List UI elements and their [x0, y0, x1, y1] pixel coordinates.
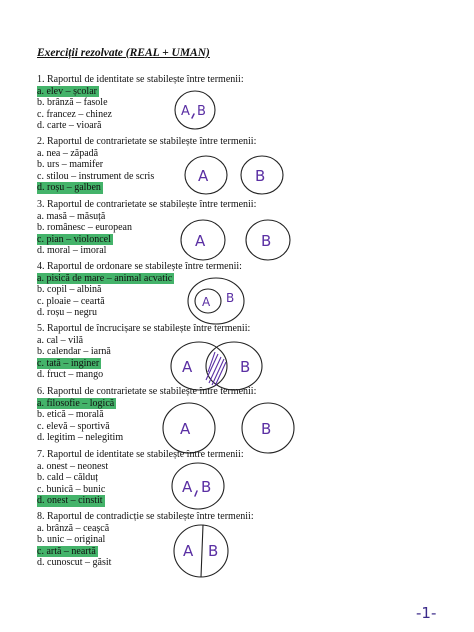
- diagram-label-a: A: [182, 358, 193, 376]
- diagram-label-b: B: [255, 167, 266, 185]
- option-c: c. stilou – instrument de scris: [37, 170, 155, 182]
- option-d: d. legitim – nelegitim: [37, 432, 124, 444]
- option-c: c. bunică – bunic: [37, 483, 106, 495]
- option-b: b. unic – original: [37, 534, 106, 546]
- diagram-circle: [172, 463, 224, 509]
- diagram-separate-6: [162, 401, 298, 457]
- option-d-highlighted: d. roșu – galben: [37, 182, 101, 194]
- page-title: Exerciții rezolvate (REAL + UMAN): [37, 47, 210, 59]
- option-c-highlighted: c. tată – inginer: [37, 357, 100, 369]
- diagram-label-a: A: [180, 420, 191, 438]
- option-a: a. cal – vilă: [37, 334, 84, 346]
- diagram-label-b: B: [226, 291, 235, 305]
- diagram-label-b: B: [201, 478, 212, 496]
- option-a: a. masă – măsuță: [37, 210, 106, 222]
- option-b: b. brânză – fasole: [37, 97, 108, 109]
- page-number-text: -1-: [416, 604, 437, 622]
- option-c: c. elevă – sportivă: [37, 420, 110, 432]
- option-d: d. moral – imoral: [37, 245, 107, 257]
- diagram-identity-1: [172, 87, 242, 133]
- exercise-1: [37, 74, 287, 132]
- diagram-circle-b: [206, 342, 262, 390]
- diagram-label-a: A: [195, 232, 206, 250]
- option-a: a. onest – neonest: [37, 460, 109, 472]
- question-text: 3. Raportul de contrarietate se stabilește între termenii:: [37, 199, 257, 210]
- exercise-7: [37, 449, 287, 507]
- diagram-label-b: B: [197, 104, 206, 119]
- option-c-highlighted: c. pian – violoncel: [37, 233, 111, 245]
- option-b: b. românesc – european: [37, 222, 132, 234]
- option-b: b. cald – călduț: [37, 472, 99, 484]
- diagram-separate-3: [180, 217, 300, 265]
- exercise-8: [37, 511, 287, 569]
- question-text: 5. Raportul de încrucișare se stabilește între termenii:: [37, 323, 251, 334]
- diagram-label-b: B: [208, 542, 219, 560]
- diagram-label-a: A: [198, 167, 209, 185]
- option-a: a. brânză – ceașcă: [37, 522, 110, 534]
- diagram-label-a: A: [182, 478, 193, 496]
- diagram-label-a: A: [183, 542, 194, 560]
- option-d: d. carte – vioară: [37, 120, 102, 132]
- option-d: d. roșu – negru: [37, 307, 97, 319]
- question-text: 4. Raportul de ordonare se stabilește între termenii:: [37, 261, 242, 272]
- question-text: 2. Raportul de contrarietate se stabilește între termenii:: [37, 136, 257, 147]
- diagram-intersection-5: [170, 340, 270, 392]
- diagram-label-a: A: [202, 295, 211, 309]
- question-text: 1. Raportul de identitate se stabilește între termenii:: [37, 74, 244, 85]
- option-c: c. ploaie – ceartă: [37, 295, 105, 307]
- question-text: 7. Raportul de identitate se stabilește între termenii:: [37, 449, 244, 460]
- option-c-highlighted: c. artă – neartă: [37, 545, 96, 557]
- diagram-label-b: B: [261, 232, 272, 250]
- option-a-highlighted: a. filosofie – logică: [37, 397, 115, 409]
- diagram-separate-2: [184, 153, 294, 199]
- option-b: b. calendar – iarnă: [37, 346, 111, 358]
- diagram-label-b: B: [240, 358, 251, 376]
- option-b: b. urs – mamifer: [37, 159, 104, 171]
- option-d: d. fruct – mango: [37, 369, 104, 381]
- diagram-inclusion-4: [186, 276, 248, 326]
- diagram-circle-outer: [188, 278, 244, 324]
- option-b: b. etică – morală: [37, 409, 104, 421]
- diagram-label-b: B: [261, 420, 272, 438]
- exercise-4: [37, 261, 287, 319]
- option-c: c. francez – chinez: [37, 108, 112, 120]
- option-d: d. cunoscut – găsit: [37, 557, 112, 569]
- diagram-label-a: A: [181, 104, 190, 119]
- diagram-divider: [201, 525, 203, 577]
- diagram-identity-7: [170, 461, 234, 513]
- option-a: a. nea – zăpadă: [37, 147, 99, 159]
- option-a-highlighted: a. elev – școlar: [37, 85, 97, 97]
- diagram-circle-a: [171, 342, 227, 390]
- page-number-handwritten: [414, 604, 458, 624]
- diagram-contradiction-8: [172, 523, 234, 581]
- option-b: b. copil – albină: [37, 284, 102, 296]
- question-text: 8. Raportul de contradicție se stabilește între termenii:: [37, 511, 254, 522]
- comma-mark: [192, 114, 194, 118]
- comma-mark: [195, 491, 197, 496]
- question-text: 6. Raportul de contrarietate se stabilește între termenii:: [37, 386, 257, 397]
- option-d-highlighted: d. onest – cinstit: [37, 495, 103, 507]
- option-a-highlighted: a. pisică de mare – animal acvatic: [37, 272, 173, 284]
